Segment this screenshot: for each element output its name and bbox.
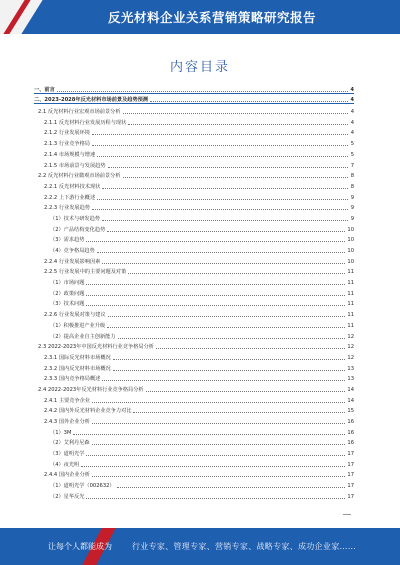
toc-entry-page: 12 [347,344,354,351]
toc-entry-page: 12 [347,354,354,361]
toc-leader-dots [97,156,348,157]
toc-leader-dots [97,252,346,253]
toc-entry-label: 2.4 2022-2023年反光材料行业竞争格局分析 [38,386,144,393]
toc-entry-page: 11 [347,290,354,297]
toc-entry[interactable] [34,468,354,479]
toc-entry-label: （3）道明光学 [50,451,85,458]
toc-entry[interactable] [34,372,354,383]
toc-entry-label: （2）艾利丹尼森 [50,440,90,447]
toc-entry-label: （3）需求趋势 [50,237,85,244]
toc-entry[interactable] [34,94,354,105]
toc-entry-label: 2.2 反光材料行业微观市场前景分析 [38,173,121,180]
toc-entry-page: 16 [347,440,354,447]
toc-entry-label: 2.4.3 国外企业分析 [44,419,90,425]
page-header [0,0,400,34]
toc-entry-page: 12 [347,333,354,340]
toc-entry-label: 2.2.4 行业发展影响因素 [44,258,101,265]
toc-entry[interactable] [34,425,354,436]
toc-entry-page: 10 [347,258,354,265]
toc-heading: 内容目录 [169,60,230,75]
toc-entry-page: 4 [350,109,354,116]
toc-leader-dots [113,370,346,371]
toc-entry[interactable] [34,318,354,329]
toc-entry-label: （2）产品结构变化趋势 [50,226,106,233]
toc-leader-dots [92,476,345,477]
toc-entry[interactable] [34,414,354,425]
toc-entry-label: （4）竞争格局趋势 [50,248,95,254]
toc-entry-label: （2）提高企业自主创新能力 [50,333,116,340]
toc-entry[interactable] [34,147,354,158]
toc-entry[interactable] [34,115,354,126]
toc-entry[interactable] [34,136,354,147]
toc-entry-page: 4 [350,119,354,126]
toc-entry-page: 9 [350,215,354,222]
toc-leader-dots [113,359,346,360]
toc-leader-dots [92,134,348,135]
toc-entry-page: 11 [347,312,354,319]
toc-entry-page: 5 [350,151,354,158]
toc-leader-dots [102,188,348,189]
toc-entry-page: 7 [350,162,354,169]
toc-entry-page: 9 [350,205,354,212]
toc-leader-dots [73,434,345,435]
toc-entry-label: 2.2.6 行业发展对策与建议 [44,312,106,319]
toc-entry-label: 2.2.1 反光材料技术现状 [44,183,101,190]
table-of-contents [34,83,354,500]
toc-entry-page: 17 [347,483,354,490]
toc-entry[interactable] [34,446,354,457]
toc-entry-label: （1）道明光学（002632） [50,483,115,490]
toc-leader-dots [146,391,346,392]
toc-entry-page: 17 [347,461,354,468]
toc-entry[interactable] [34,201,354,212]
toc-entry-page: 8 [350,183,354,190]
toc-entry-page: 15 [347,408,354,415]
toc-entry[interactable] [34,211,354,222]
toc-entry[interactable] [34,233,354,244]
toc-entry-page: 11 [347,322,354,329]
toc-leader-dots [86,305,345,306]
toc-entry[interactable] [34,307,354,318]
toc-entry[interactable] [34,104,354,115]
toc-leader-dots [92,423,345,424]
toc-entry[interactable] [34,382,354,393]
toc-entry-page: 17 [347,451,354,458]
toc-entry-page: 10 [347,226,354,233]
toc-entry[interactable] [34,489,354,500]
toc-leader-dots [108,316,346,317]
toc-leader-dots [107,231,345,232]
toc-entry-label: （2）政策问题 [50,290,85,297]
toc-entry[interactable] [34,297,354,308]
toc-entry-label: （4）夜光明 [50,461,80,468]
page-divider [343,514,351,515]
toc-leader-dots [128,124,348,125]
toc-entry[interactable] [34,350,354,361]
toc-leader-dots [92,209,348,210]
toc-entry-page: 9 [350,194,354,201]
toc-entry-label: （1）积极推进产业升级 [50,322,106,329]
toc-leader-dots [86,455,345,456]
toc-entry[interactable] [34,275,354,286]
toc-entry-label: 二、2023-2028年反光材料市场前景及趋势预测 [34,97,149,104]
toc-entry-label: 2.4.4 国内企业分析 [44,472,90,479]
toc-entry-label: 2.1.5 市场前景与发展趋势 [44,162,106,169]
toc-leader-dots [92,402,345,403]
toc-entry-label: 2.1.1 反光材料行业发展历程与现状 [44,119,127,126]
toc-leader-dots [86,241,345,242]
toc-entry-label: （1）技术与研发趋势 [50,215,100,222]
toc-entry-label: 2.3.1 国际反光材料市场概况 [44,354,111,361]
toc-entry-label: 2.1.3 行业竞争格局 [44,141,90,148]
toc-entry[interactable] [34,393,354,404]
toc-leader-dots [92,145,348,146]
toc-entry[interactable] [34,436,354,447]
toc-entry-label: 2.3 2022-2023年中国反光材料行业竞争格局分析 [38,344,154,351]
report-title: 反光材料企业关系营销策略研究报告 [108,10,317,25]
toc-entry[interactable] [34,83,354,94]
toc-entry[interactable] [34,265,354,276]
toc-entry[interactable] [34,478,354,489]
toc-entry-page: 11 [347,301,354,308]
toc-entry-page: 4 [350,86,354,93]
toc-entry-page: 14 [347,397,354,404]
toc-entry-page: 14 [347,386,354,393]
toc-entry[interactable] [34,329,354,340]
page-footer [0,528,400,565]
toc-entry-label: 2.3.3 国内竞争格局概述 [44,376,101,383]
toc-entry-page: 8 [350,173,354,180]
toc-entry[interactable] [34,457,354,468]
toc-entry-page: 10 [347,237,354,244]
toc-entry[interactable] [34,404,354,415]
toc-entry-label: 2.3.2 国内反光材料市场概况 [44,365,111,372]
toc-entry-label: 一、前言 [34,86,55,93]
toc-entry[interactable] [34,286,354,297]
toc-entry[interactable] [34,340,354,351]
toc-entry-page: 5 [350,141,354,148]
toc-leader-dots [97,199,348,200]
toc-leader-dots [150,101,348,102]
toc-entry-label: （3）技术问题 [50,301,85,308]
toc-entry-page: 4 [350,97,354,104]
toc-entry-page: 11 [347,280,354,287]
toc-leader-dots [86,284,345,285]
toc-entry-label: 2.2.5 行业发展中的主要问题及对策 [44,269,127,276]
toc-entry[interactable] [34,179,354,190]
toc-entry-label: 2.4.2 国内外反光材料企业竞争力对比 [44,408,132,415]
toc-entry-label: 2.1.4 市场规模与增速 [44,151,96,158]
toc-leader-dots [128,273,345,274]
toc-entry[interactable] [34,361,354,372]
toc-entry-page: 10 [347,248,354,254]
toc-entry[interactable] [34,169,354,180]
toc-entry-page: 16 [347,419,354,425]
toc-leader-dots [86,498,345,499]
toc-entry-label: 2.2.2 上下游行业概述 [44,194,96,201]
toc-leader-dots [123,113,348,114]
toc-entry-label: 2.1.2 行业发展环境 [44,130,90,137]
toc-leader-dots [117,487,346,488]
toc-entry-page: 13 [347,365,354,372]
toc-leader-dots [102,220,348,221]
toc-leader-dots [102,263,345,264]
toc-entry-label: （1）3M [50,429,72,436]
toc-entry-page: 17 [347,472,354,479]
toc-entry-label: （1）市场问题 [50,280,85,287]
footer-slogan-right: 行业专家、管理专家、营销专家、战略专家、成功企业家…… [132,542,357,551]
footer-slogan-left: 让每个人都能成为 [48,542,112,551]
toc-leader-dots [81,466,345,467]
toc-leader-dots [86,295,345,296]
toc-leader-dots [156,348,345,349]
toc-leader-dots [123,177,348,178]
toc-entry-label: 2.4.1 主要竞争企业 [44,397,90,404]
toc-entry-label: 2.2.3 行业发展趋势 [44,205,90,212]
toc-entry-page: 11 [347,269,354,276]
toc-entry-page: 17 [347,493,354,500]
toc-entry[interactable] [34,254,354,265]
toc-entry[interactable] [34,190,354,201]
toc-leader-dots [133,412,345,413]
toc-leader-dots [57,91,348,92]
toc-leader-dots [92,444,346,445]
toc-entry[interactable] [34,222,354,233]
toc-entry-label: （2）星华反光 [50,493,85,500]
toc-entry[interactable] [34,243,354,254]
toc-entry-page: 13 [347,376,354,383]
toc-leader-dots [108,167,348,168]
toc-leader-dots [102,380,345,381]
toc-entry-page: 4 [350,130,354,137]
toc-entry-page: 16 [347,429,354,436]
toc-leader-dots [107,327,345,328]
toc-entry[interactable] [34,158,354,169]
toc-entry[interactable] [34,126,354,137]
toc-leader-dots [118,338,346,339]
toc-entry-label: 2.1 反光材料行业宏观市场前景分析 [38,109,121,116]
